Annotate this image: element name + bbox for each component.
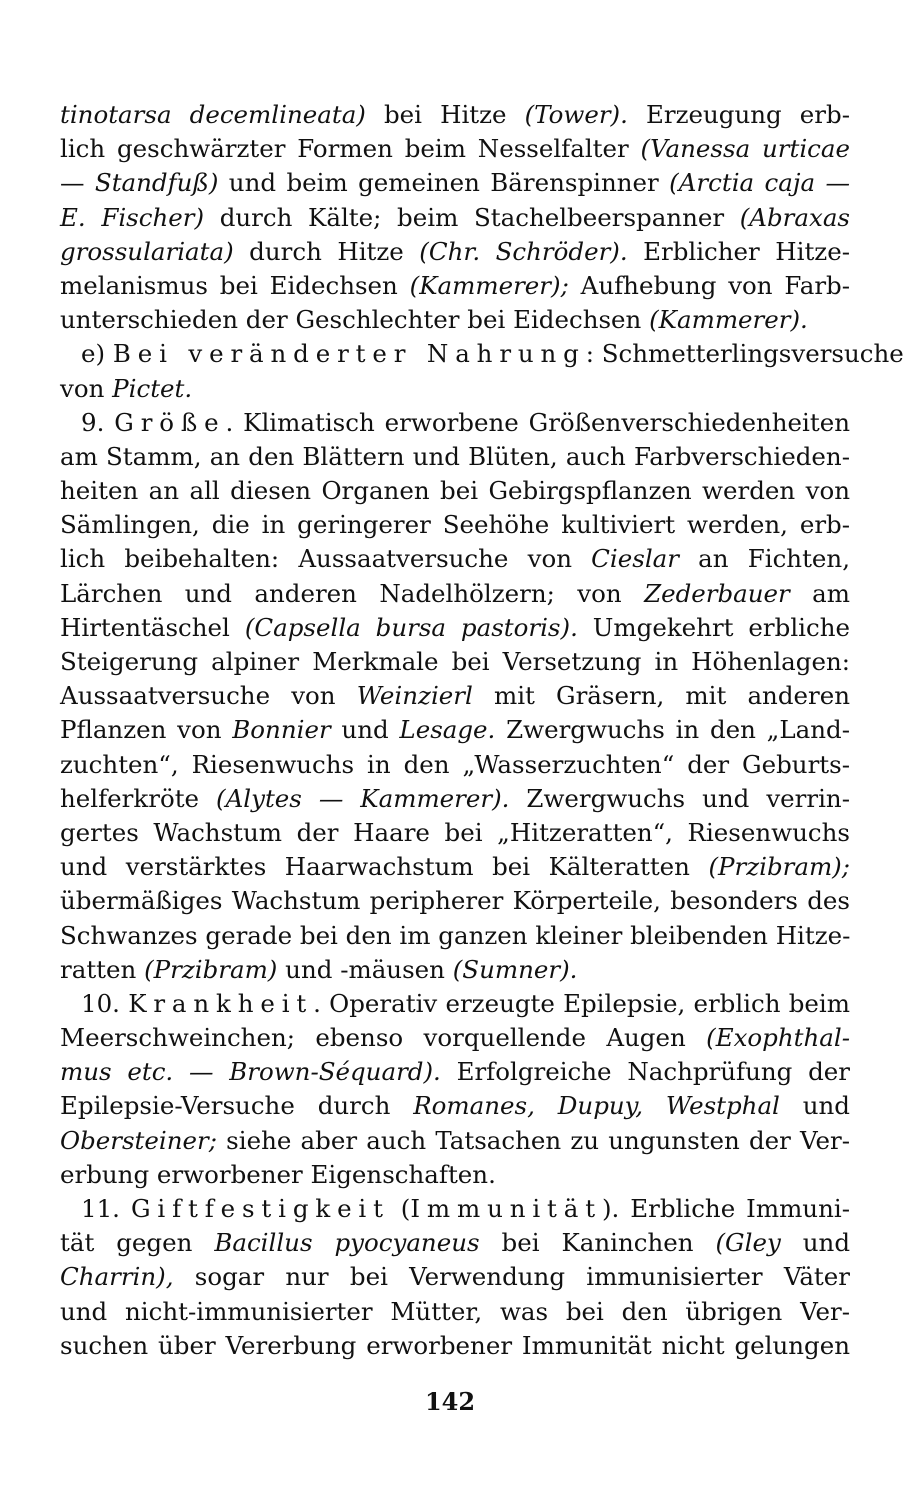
italic-citation: mus etc. — Brown-Séquard). (60, 1057, 441, 1087)
text-segment: siehe aber auch Tatsachen zu ungunsten der Ver- (216, 1125, 850, 1155)
italic-citation: (Arctia caja — (669, 168, 850, 198)
text-line (60, 1021, 850, 1055)
text-line (60, 919, 850, 953)
text-segment: durch Kälte; beim Stachelbeerspanner (204, 202, 740, 232)
body-text (60, 98, 904, 1363)
text-segment: Zwergwuchs und verrin- (509, 783, 850, 813)
text-line (60, 679, 850, 713)
italic-citation: tinotarsa decemlineata) (60, 100, 366, 129)
text-line (60, 166, 850, 200)
italic-citation: (Capsella bursa pastoris). (244, 612, 578, 642)
text-line (60, 884, 850, 918)
italic-citation: Standfuß) (94, 168, 219, 198)
italic-citation: (Abraxas (739, 202, 850, 232)
text-line (60, 1192, 850, 1226)
text-segment: am (789, 578, 850, 608)
text-line (60, 508, 850, 542)
text-segment: lich geschwärzter Formen beim Nesselfalter (60, 134, 641, 164)
text-line (60, 1089, 850, 1123)
text-line (60, 953, 850, 987)
text-line (60, 713, 850, 747)
italic-citation: Lesage. (399, 715, 496, 745)
text-segment: melanismus bei Eidechsen (60, 270, 410, 300)
italic-citation: Cieslar (591, 544, 679, 574)
text-segment: : Schmetterlingsversuche (585, 339, 904, 369)
text-line (60, 782, 850, 816)
text-segment: . Operativ erzeugte Epilepsie, erblich beim (313, 988, 850, 1018)
text-segment: 10. (81, 988, 129, 1018)
text-segment: Zwergwuchs in den „Land- (495, 715, 850, 745)
text-segment: und beim gemeinen Bärenspinner (218, 168, 670, 198)
italic-citation: (Sumner). (452, 954, 578, 984)
italic-citation: Pictet. (112, 373, 193, 403)
text-segment: und (330, 715, 400, 745)
text-segment: unterschieden der Geschlechter bei Eidechsen (60, 305, 650, 335)
text-segment: — (60, 168, 95, 198)
text-segment: zuchten“, Riesenwuchs in den „Wasserzuchten“ der Geburts- (60, 749, 850, 779)
text-segment: ). Erbliche Immuni- (601, 1194, 850, 1223)
text-line (60, 748, 850, 782)
italic-citation: Zederbauer (644, 578, 790, 608)
text-segment: an Fichten, (678, 544, 850, 574)
text-line (60, 850, 850, 884)
text-segment: am Stamm, an den Blättern und Blüten, auch Farbverschieden- (60, 441, 850, 471)
text-line (60, 98, 850, 132)
spaced-heading: Immunität (410, 1194, 602, 1223)
spaced-heading: Größe (114, 407, 226, 437)
text-segment: bei Hitze (365, 100, 525, 129)
text-line (60, 987, 850, 1021)
text-line (60, 235, 850, 269)
text-segment: Steigerung alpiner Merkmale bei Versetzung in Höhenlagen: (60, 647, 850, 676)
text-segment: von (60, 373, 113, 403)
text-line (60, 201, 850, 235)
text-segment: übermäßiges Wachstum peripherer Körperteile, besonders des (60, 886, 850, 916)
text-line (60, 132, 850, 166)
spaced-heading: Bei veränderter Nahrung (112, 339, 586, 369)
text-line (60, 303, 850, 337)
text-segment: Hirtentäschel (60, 612, 245, 642)
text-segment: . Klimatisch erworbene Größenverschiedenheiten (225, 407, 850, 437)
italic-citation: (Przibram); (708, 852, 850, 882)
italic-citation: Bonnier (232, 715, 331, 745)
italic-citation: Bacillus pyocyaneus (214, 1228, 480, 1258)
text-line (60, 1329, 850, 1363)
italic-citation: (Tower). (524, 100, 628, 129)
text-segment: e) (81, 339, 113, 369)
text-segment: Meerschweinchen; ebenso vorquellende Augen (60, 1023, 707, 1053)
italic-citation: (Alytes — Kammerer). (216, 783, 510, 813)
italic-citation: (Chr. Schröder). (419, 236, 628, 266)
text-line (60, 372, 850, 406)
text-segment: Pflanzen von (60, 715, 233, 745)
text-segment: Aufhebung von Farb- (568, 270, 850, 300)
text-segment: Erfolgreiche Nachprüfung der (440, 1057, 850, 1087)
text-segment: ( (389, 1194, 411, 1223)
italic-citation: (Vanessa urticae (640, 134, 850, 164)
italic-citation: grossulariata) (60, 236, 234, 266)
text-segment: Erzeugung erb- (627, 100, 850, 129)
text-line (60, 1124, 850, 1158)
text-segment: gertes Wachstum der Haare bei „Hitzeratten“, Riesenwuchs (60, 817, 850, 847)
italic-citation: Charrin), (60, 1262, 174, 1292)
text-segment: ratten (60, 954, 145, 984)
text-segment: und (779, 1091, 850, 1121)
text-segment: Schwanzes gerade bei den im ganzen kleiner bleibenden Hitze- (60, 920, 851, 950)
text-segment: mit Gräsern, mit anderen (472, 681, 850, 711)
text-segment: 9. (81, 407, 115, 437)
text-line (60, 406, 850, 440)
text-segment: und (780, 1228, 850, 1258)
text-segment: und verstärktes Haarwachstum bei Kälteratten (60, 852, 709, 882)
text-line (60, 440, 850, 474)
italic-citation: (Przibram) (144, 954, 278, 984)
text-line (60, 1295, 850, 1329)
spaced-heading: Krankheit (128, 988, 314, 1018)
text-segment: lich beibehalten: Aussaatversuche von (60, 544, 592, 574)
italic-citation: E. Fischer) (60, 202, 205, 232)
text-segment: und nicht-immunisierter Mütter, was bei den übrigen Ver- (60, 1296, 850, 1326)
italic-citation: (Gley (715, 1228, 781, 1258)
page-number: 142 (424, 1387, 476, 1416)
italic-citation: Romanes, Dupuy, Westphal (413, 1091, 780, 1121)
text-line (60, 1260, 850, 1294)
spaced-heading: Giftfestigkeit (130, 1194, 390, 1223)
text-line (60, 816, 850, 850)
text-line (60, 1055, 850, 1089)
text-segment: tät gegen (60, 1228, 215, 1258)
text-line (60, 474, 850, 508)
text-segment: Erblicher Hitze- (627, 236, 850, 266)
italic-citation: Weinzierl (356, 681, 473, 711)
italic-citation: (Kammerer); (409, 270, 569, 300)
text-segment: durch Hitze (233, 236, 420, 266)
italic-citation: Obersteiner; (60, 1125, 217, 1155)
text-segment: erbung erworbener Eigenschaften. (60, 1159, 496, 1189)
text-segment: heiten an all diesen Organen bei Gebirgspflanzen werden von (60, 476, 850, 506)
italic-citation: (Exophthal- (706, 1023, 850, 1053)
italic-citation: (Kammerer). (649, 305, 808, 335)
text-line (60, 645, 850, 679)
text-segment: 11. (81, 1194, 131, 1223)
text-segment: Umgekehrt erbliche (577, 612, 850, 642)
text-segment: bei Kaninchen (479, 1228, 716, 1258)
text-segment: Sämlingen, die in geringerer Seehöhe kultiviert werden, erb- (60, 510, 850, 540)
text-segment: suchen über Vererbung erworbener Immunität nicht gelungen (60, 1330, 850, 1360)
text-line (60, 577, 850, 611)
text-line (60, 269, 850, 303)
text-line (60, 542, 850, 576)
text-line (60, 611, 850, 645)
text-segment: Epilepsie-Versuche durch (60, 1091, 414, 1121)
text-segment: Lärchen und anderen Nadelhölzern; von (60, 578, 645, 608)
text-segment: sogar nur bei Verwendung immunisierter Väter (173, 1262, 850, 1292)
text-segment: Aussaatversuche von (60, 681, 357, 711)
text-segment: und -mäusen (277, 954, 453, 984)
text-segment: helferkröte (60, 783, 217, 813)
text-line (60, 1158, 850, 1192)
text-line (60, 337, 904, 371)
text-line (60, 1226, 850, 1260)
